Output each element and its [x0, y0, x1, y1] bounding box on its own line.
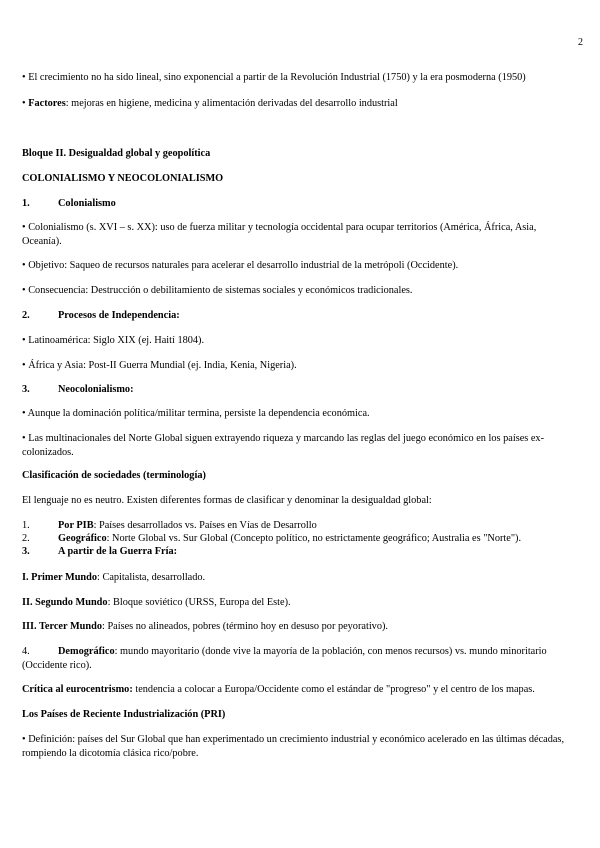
bullet-objetivo: • Objetivo: Saqueo de recursos naturales para acelerar el desarrollo industrial de la metrópoli (Occidente).: [22, 260, 459, 271]
bullet-africa-asia: • África y Asia: Post-II Guerra Mundial (ej. India, Kenia, Nigeria).: [22, 360, 297, 371]
primer-mundo: I. Primer Mundo: Capitalista, desarrollado.: [22, 572, 206, 583]
bullet-mark: •: [22, 98, 26, 109]
heading-colonialismo: [22, 197, 576, 211]
list-item-geografico: 2. Geográfico: Norte Global vs. Sur Global (Concepto político, no estrictamente geográfico; Australia es "Norte").: [22, 533, 522, 544]
section-title: COLONIALISMO Y NEOCOLONIALISMO: [22, 173, 224, 184]
list-item-guerra-fria: 3. A partir de la Guerra Fría:: [22, 546, 178, 557]
bullet-dominacion: • Aunque la dominación política/militar termina, persiste la dependencia económica.: [22, 408, 370, 419]
bullet-mark: •: [22, 72, 26, 83]
bullet-pri-definicion: • Definición: países del Sur Global que han experimentado un crecimiento industrial y económico acelerado en las últimas décadas, rompiendo la dicotomía clásica rico/pobre.: [22, 734, 565, 759]
heading-number: 1.: [22, 198, 30, 209]
heading-independencia: 2. Procesos de Independencia:: [22, 310, 180, 321]
page-number: 2: [578, 37, 583, 48]
factores-label: Factores: [28, 98, 66, 109]
list-item-pib: 1. Por PIB: Países desarrollados vs. Países en Vías de Desarrollo: [22, 520, 317, 531]
clasificacion-intro: El lenguaje no es neutro. Existen diferentes formas de clasificar y denominar la desigualdad global:: [22, 495, 432, 506]
growth-text: El crecimiento no ha sido lineal, sino exponencial a partir de la Revolución Industrial (1750) y la era posmoderna (1950): [28, 72, 526, 83]
tercer-mundo: III. Tercer Mundo: Países no alineados, pobres (término hoy en desuso por peyorativo).: [22, 621, 388, 632]
pri-title: Los Países de Reciente Industrialización (PRI): [22, 709, 226, 720]
heading-label: Colonialismo: [58, 198, 116, 209]
bullet-multinacionales: • Las multinacionales del Norte Global siguen extrayendo riqueza y marcando las reglas del juego económico en los países ex-colonizados.: [22, 433, 545, 458]
critica-eurocentrismo: Crítica al eurocentrismo: tendencia a colocar a Europa/Occidente como el estándar de "progreso" y el centro de los mapas.: [22, 684, 535, 695]
bullet-consecuencia: • Consecuencia: Destrucción o debilitamiento de sistemas sociales y económicos tradicionales.: [22, 285, 413, 296]
bullet-factores: [22, 97, 576, 111]
list-item-demografico: 4. Demográfico: mundo mayoritario (donde vive la mayoría de la población, con menos recursos) vs. mundo minoritario (Occidente rico).: [22, 646, 547, 671]
factores-text: : mejoras en higiene, medicina y alimentación derivadas del desarrollo industrial: [65, 98, 398, 109]
bullet-growth: [22, 71, 576, 85]
bullet-colonialismo: • Colonialismo (s. XVI – s. XX): uso de fuerza militar y tecnología occidental para ocupar territorios (América, África, Asia, Oceanía).: [22, 222, 537, 247]
clasificacion-title: Clasificación de sociedades (terminología): [22, 470, 206, 481]
block-title: Bloque II. Desigualdad global y geopolítica: [22, 148, 211, 159]
segundo-mundo: II. Segundo Mundo: Bloque soviético (URSS, Europa del Este).: [22, 597, 291, 608]
heading-neocolonialismo: 3. Neocolonialismo:: [22, 384, 134, 395]
bullet-latinoamerica: • Latinoamérica: Siglo XIX (ej. Haití 1804).: [22, 335, 205, 346]
